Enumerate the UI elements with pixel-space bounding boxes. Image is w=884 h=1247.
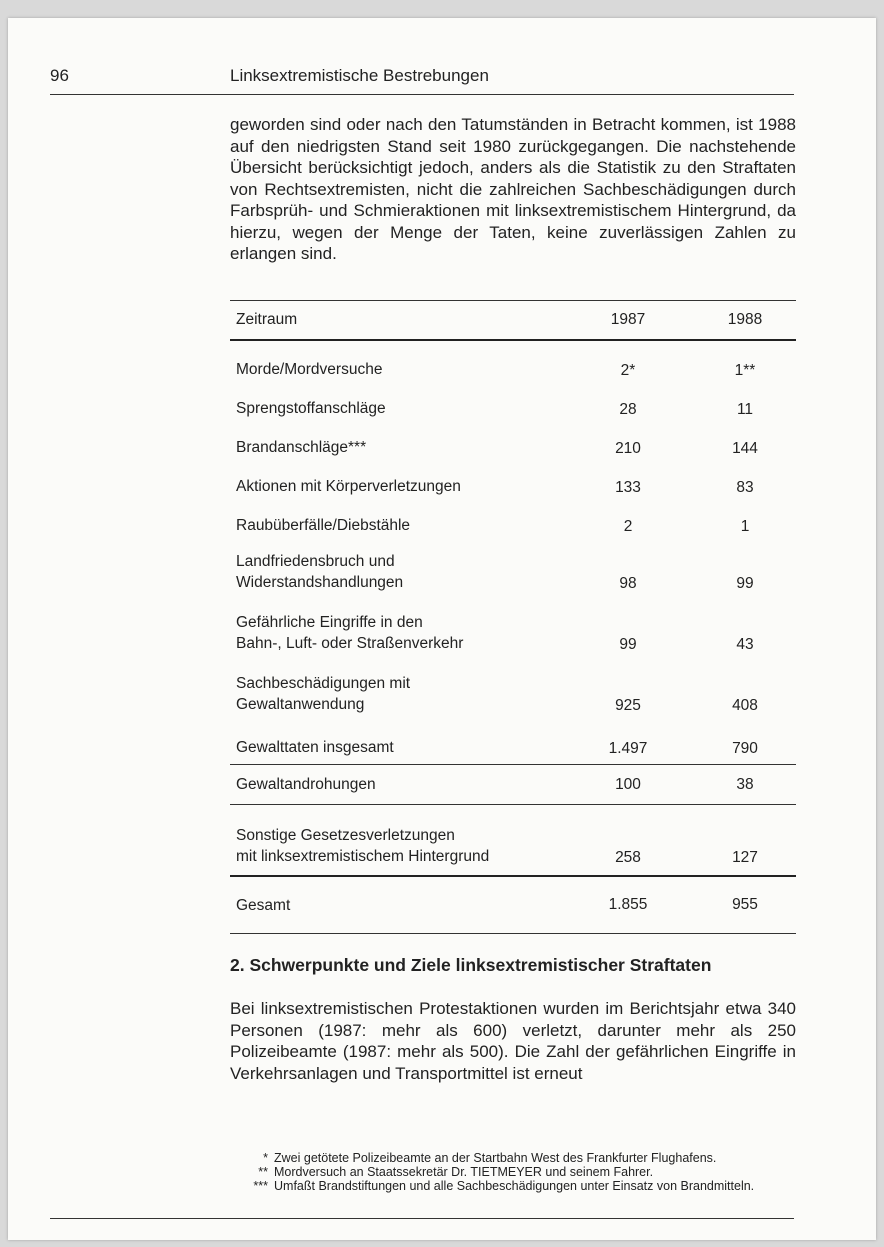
value-1987: 2 [623, 518, 633, 535]
value-1988: 790 [732, 740, 758, 757]
intro-paragraph: geworden sind oder nach den Tatumständen in Betracht kommen, ist 1988 auf den niedrigsten Stand seit 1980 zurückgegangen. Die nachstehende Übersicht berücksichtigt jedoch, anders als die Statistik zu den Straftaten von Rechtsextremisten, nicht die zahlreichen Sachbeschädigungen durch Farbsprüh- und Schmieraktionen mit linksextremistischem Hintergrund, da hierzu, wegen der Menge der Taten, keine zuverlässigen Zahlen zu erlangen sind. [230, 115, 796, 263]
row-label [230, 536, 562, 597]
table-row-subtotal [230, 719, 796, 765]
footnote [230, 1165, 796, 1179]
column-header-1988: 1988 [727, 311, 763, 328]
document-page [8, 18, 876, 1240]
footnote-mark: *** [253, 1179, 268, 1193]
row-label: Aktionen mit Körperverletzungen [236, 478, 461, 495]
row-label [230, 805, 562, 877]
row-label-line: Sachbeschädigungen mit [236, 675, 411, 692]
row-label-line: Landfriedensbruch und [236, 553, 395, 570]
value-1988: 127 [732, 849, 758, 866]
row-label [230, 658, 562, 719]
table-header-row [230, 301, 796, 341]
footnote-text: Umfaßt Brandstiftungen und alle Sachbeschädigungen unter Einsatz von Brandmitteln. [274, 1179, 755, 1193]
table-row [230, 458, 796, 497]
row-label-line: Sonstige Gesetzesverletzungen [236, 827, 455, 844]
row-label-line: Widerstandshandlungen [236, 574, 404, 591]
row-label-line: mit linksextremistischem Hintergrund [236, 848, 490, 865]
row-label-line: Gewaltanwendung [236, 696, 365, 713]
value-1988: 83 [736, 479, 754, 496]
table-row [230, 658, 796, 719]
column-header-period: Zeitraum [236, 311, 298, 328]
value-1988: 11 [736, 401, 754, 418]
row-label-line: Gefährliche Eingriffe in den [236, 614, 423, 631]
value-1988: 144 [732, 440, 758, 457]
running-title: Linksextremistische Bestrebungen [230, 66, 489, 85]
table-row [230, 340, 796, 380]
row-label: Raubüberfälle/Diebstähle [236, 517, 411, 534]
row-label: Gesamt [236, 896, 291, 914]
footnote-text: Mordversuch an Staatssekretär Dr. TIETMEYER und seinem Fahrer. [274, 1165, 654, 1179]
row-label: Morde/Mordversuche [236, 361, 383, 378]
page-number: 96 [50, 66, 69, 85]
value-1988: 1 [740, 518, 750, 535]
row-label-line: Bahn-, Luft- oder Straßenverkehr [236, 635, 464, 652]
column-header-1987: 1987 [610, 311, 646, 328]
offenses-table [230, 300, 796, 934]
footnote-mark: ** [258, 1165, 268, 1179]
value-1988: 1** [734, 362, 756, 379]
value-1988: 43 [736, 636, 754, 653]
table-row [230, 597, 796, 658]
value-1988: 99 [736, 575, 754, 592]
value-1987: 98 [619, 575, 637, 592]
value-1987: 99 [619, 636, 637, 653]
value-1987: 133 [615, 479, 641, 496]
table-row [230, 805, 796, 877]
value-1988: 38 [736, 775, 754, 793]
value-1987: 258 [615, 849, 641, 866]
section-heading: 2. Schwerpunkte und Ziele linksextremistischer Straftaten [230, 955, 712, 975]
footnote [230, 1179, 796, 1193]
value-1987: 2* [620, 362, 636, 379]
table-row [230, 419, 796, 458]
table-row [230, 536, 796, 597]
table-row [230, 765, 796, 805]
value-1987: 100 [615, 775, 641, 793]
row-label: Brandanschläge*** [236, 439, 367, 456]
value-1987: 28 [619, 401, 637, 418]
row-label: Sprengstoffanschläge [236, 400, 386, 417]
table-row-total [230, 876, 796, 934]
footnote-mark: * [263, 1151, 268, 1165]
row-label [230, 597, 562, 658]
value-1987: 925 [615, 697, 641, 714]
footnote [230, 1151, 796, 1165]
table-row [230, 497, 796, 536]
section-paragraph: Bei linksextremistischen Protestaktionen wurden im Berichtsjahr etwa 340 Personen (1987: mehr als 600) verletzt, darunter mehr als 250 Polizeibeamte (1987: mehr als 500). Die Zahl der gefährlichen Eingriffe in Verkehrsanlagen und Transportmittel ist erneut [230, 999, 796, 1083]
value-1988: 955 [732, 896, 758, 913]
value-1988: 408 [732, 697, 758, 714]
row-label: Gewaltandrohungen [236, 776, 376, 793]
row-label: Gewalttaten insgesamt [236, 739, 394, 756]
footnote-text: Zwei getötete Polizeibeamte an der Startbahn West des Frankfurter Flughafens. [274, 1151, 717, 1165]
value-1987: 1.855 [608, 896, 648, 913]
footer-rule [50, 1218, 794, 1219]
footnotes [230, 1151, 796, 1193]
value-1987: 210 [615, 440, 641, 457]
table-row [230, 380, 796, 419]
header-rule [50, 94, 794, 95]
value-1987: 1.497 [608, 740, 648, 757]
